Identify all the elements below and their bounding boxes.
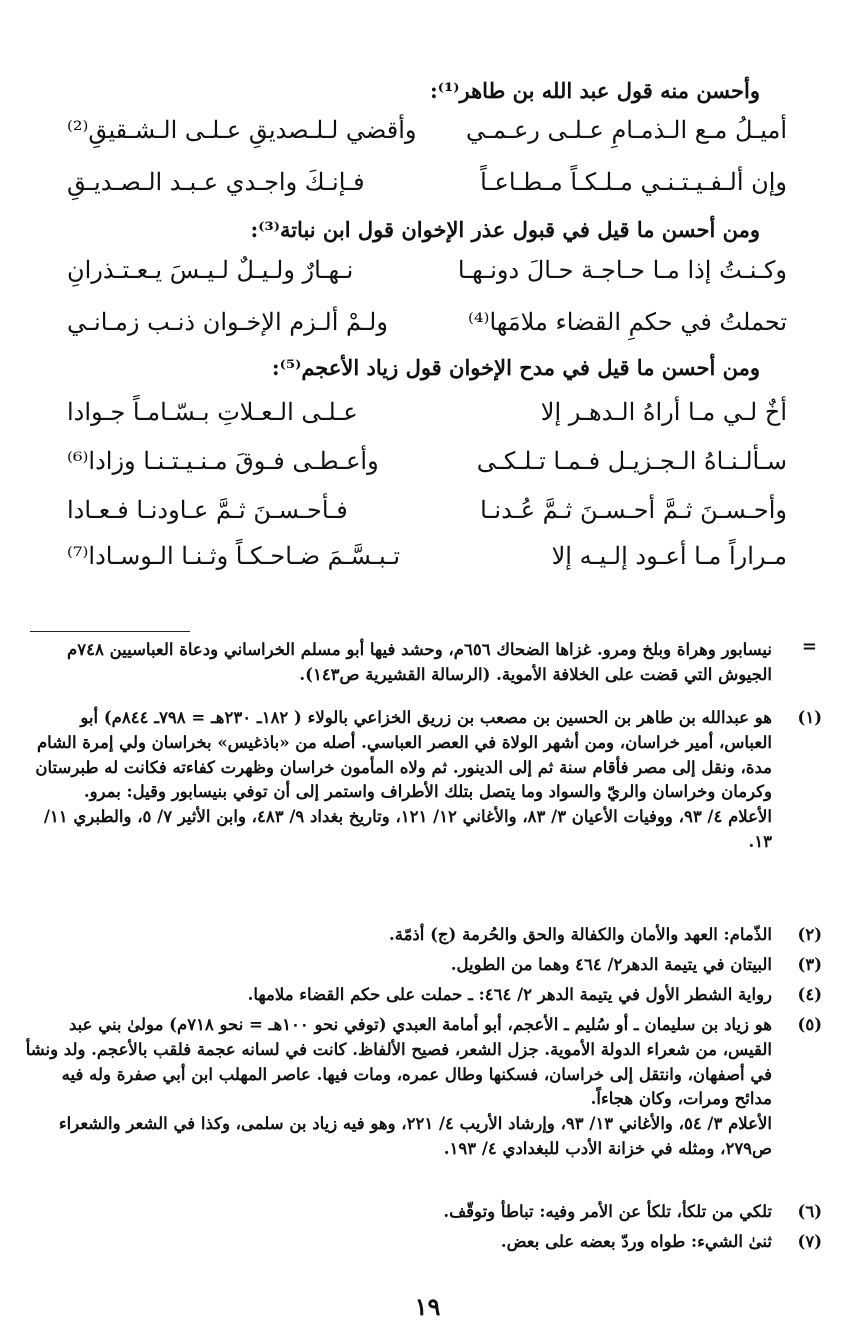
verse-second-hemistich: نـهـارٌ ولـيـلٌ لـيـسَ يـعـتـذرانِ xyxy=(67,256,354,284)
footnote-text: ثنىٰ الشيء: طواه وردّ بعضه على بعض. xyxy=(500,1232,772,1251)
footnote-number: (٢) xyxy=(797,925,822,944)
verse-first-hemistich: وإن ألـفـيـتـنـي مـلـكـاً مـطـاعـاً xyxy=(480,168,787,196)
page-number: ١٩ xyxy=(414,1292,441,1321)
verse-line xyxy=(67,302,787,342)
footnote-text: الذّمام: العهد والأمان والكفالة والحق والحُرمة (ج) أذمّة. xyxy=(388,925,772,944)
verse-first-hemistich: مـراراً مـا أعـود إلـيـه إلا xyxy=(551,542,787,570)
footnote-separator xyxy=(30,631,190,632)
intro-line: وأحسن منه قول عبد الله بن طاهر⁽¹⁾: xyxy=(430,78,760,103)
footnote-number: (٣) xyxy=(797,955,822,974)
verse-first-hemistich: وكـنـتُ إذا مـا حـاجـة حـالَ دونـهـا xyxy=(457,256,787,284)
footnote-text: البيتان في يتيمة الدهر٢/ ٤٦٤ وهما من الطويل. xyxy=(450,955,772,974)
verse-first-hemistich: وأحـسـنَ ثـمَّ أحـسـنَ ثـمَّ عُـدنـا xyxy=(480,496,787,524)
verse-second-hemistich: تـبـسَّـمَ ضـاحـكـاً وثـنـا الـوسـادا⁽⁷⁾ xyxy=(67,542,401,570)
intro-line: ومن أحسن ما قيل في قبول عذر الإخوان قول ابن نباتة⁽³⁾: xyxy=(250,217,760,242)
continuation-mark: = xyxy=(801,636,817,657)
footnote-text: هو عبدالله بن طاهر بن الحسين بن مصعب بن زريق الخزاعي بالولاء ( ١٨٢ـ ٢٣٠هـ = ٧٩٨ـ ٨٤٤م) أبو العباس، أمير خراسان، ومن أشهر الولاة في العصر العباسي. أصله من «باذغيس» بخراسان ولي إمرة الشام مدة، ونقل إلى مصر فأقام سنة ثم إلى الدينور. ثم ولاه المأمون خراسان وظهرت كفاءته فكانت له طبرستان وكرمان وخراسان والريّ والسواد وما يتصل بتلك الأطراف واستمر إلى أن توفي بنيسابور وقيل: بمرو. xyxy=(35,708,772,802)
footnote-continuation xyxy=(25,638,822,688)
footnote-7 xyxy=(25,1230,822,1255)
verse-second-hemistich: وأقضي لـلـصديقِ عـلـى الـشـقيقِ⁽²⁾ xyxy=(67,116,417,144)
footnote-4 xyxy=(25,983,822,1008)
verse-second-hemistich: عـلـى الـعـلاتِ بـسّـامـاً جـوادا xyxy=(67,398,358,426)
footnote-text: هو زياد بن سليمان ـ أو سُليم ـ الأعجم، أبو أمامة العبدي (توفي نحو ١٠٠هـ = نحو ٧١٨م) مولىٰ بني عبد القيس، من شعراء الدولة الأموية. جزل الشعر، فصيح الألفاظ. كانت في لسانه عجمة فلقب بالأعجم. ولد ونشأ في أصفهان، وانتقل إلى خراسان، فسكنها وطال عمره، ومات فيها. عاصر المهلب ابن أبي صفرة وله فيه مدائح ومرات، وكان هجاءاً. xyxy=(25,1015,772,1109)
verse-first-hemistich: تحملتُ في حكمِ القضاء ملامَها⁽⁴⁾ xyxy=(468,308,787,336)
verse-line xyxy=(67,162,787,202)
verse-first-hemistich: سـألـنـاهُ الـجـزيـل فـمـا تـلـكـى xyxy=(476,447,787,475)
footnote-number: (١) xyxy=(797,708,822,727)
verse-line xyxy=(67,110,787,150)
footnote-number: (٦) xyxy=(797,1202,822,1221)
verse-first-hemistich: أخٌ لـي مـا أراهُ الـدهـر إلا xyxy=(540,398,787,426)
verse-line xyxy=(67,250,787,290)
verse-line xyxy=(67,490,787,530)
intro-line: ومن أحسن ما قيل في مدح الإخوان قول زياد الأعجم⁽⁵⁾: xyxy=(271,355,760,380)
footnote-text: تلكي من تلكأ، تلكأ عن الأمر وفيه: تباطأ وتوقّف. xyxy=(443,1202,772,1221)
verse-second-hemistich: فـإنـكَ واجـدي عـبـد الـصـديـقِ xyxy=(67,168,365,196)
verse-line xyxy=(67,536,787,576)
verse-second-hemistich: وأعـطـى فـوقَ مـنـيـتـنـا وزادا⁽⁶⁾ xyxy=(67,447,379,475)
footnote-3 xyxy=(25,953,822,978)
verse-second-hemistich: ولـمْ ألـزم الإخـوان ذنـب زمـانـي xyxy=(67,308,388,336)
footnote-5 xyxy=(25,1013,822,1162)
footnote-1 xyxy=(25,706,822,855)
verse-line xyxy=(67,441,787,481)
footnote-references: الأعلام ٤/ ٩٣، ووفيات الأعيان ٣/ ٨٣، والأغاني ١٢/ ١٢١، وتاريخ بغداد ٩/ ٤٨٣، وابن الأثير ٧/ ٥، والطبري ١١/ ١٣. xyxy=(43,807,772,851)
footnote-text: نيسابور وهراة وبلخ ومرو. غزاها الضحاك ٦٥٦م، وحشد فيها أبو مسلم الخراساني ودعاة العباسيين ٧٤٨م الجيوش التي قضت على الخلافة الأموية. (الرسالة القشيرية ص١٤٣). xyxy=(67,640,772,684)
footnote-number: (٥) xyxy=(797,1015,822,1034)
verse-second-hemistich: فـأحـسـنَ ثـمَّ عـاودنـا فـعـادا xyxy=(67,496,348,524)
footnote-references: الأعلام ٣/ ٥٤، والأغاني ١٣/ ٩٣، وإرشاد الأريب ٤/ ٢٢١، وهو فيه زياد بن سلمى، وكذا في الشعر والشعراء ص٢٧٩، ومثله في خزانة الأدب للبغدادي ٤/ ١٩٣. xyxy=(58,1114,772,1158)
footnote-number: (٤) xyxy=(797,985,822,1004)
footnote-6 xyxy=(25,1200,822,1225)
verse-first-hemistich: أميـلُ مـع الـذمـامِ عـلـى رعـمـي xyxy=(466,116,787,144)
footnote-number: (٧) xyxy=(797,1232,822,1251)
footnote-text: رواية الشطر الأول في يتيمة الدهر ٢/ ٤٦٤: ـ حملت على حكم القضاء ملامها. xyxy=(247,985,772,1004)
footnote-2 xyxy=(25,923,822,948)
verse-line xyxy=(67,392,787,432)
